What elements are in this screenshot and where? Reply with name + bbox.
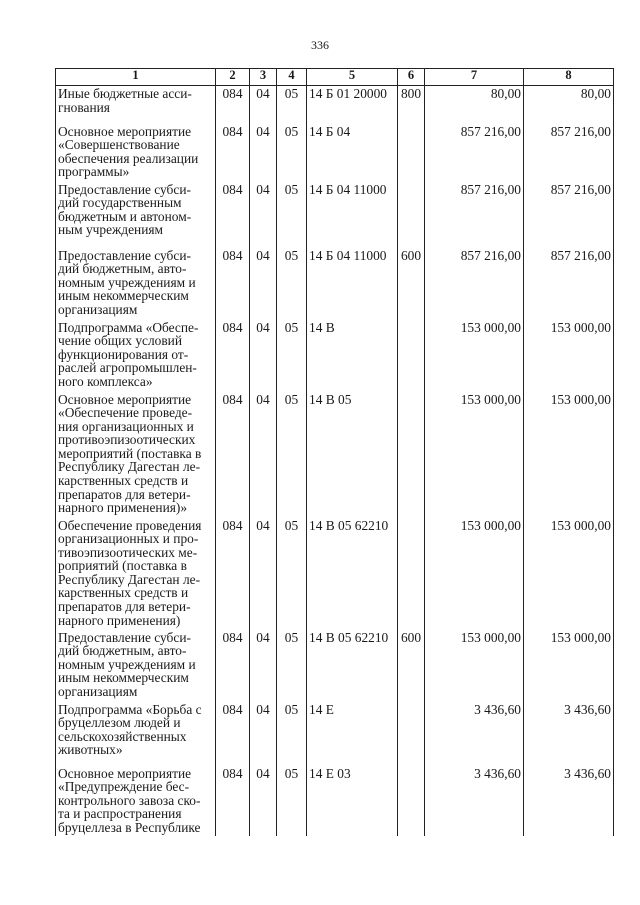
row-name-cell xyxy=(56,766,216,836)
row-name-line: Подпрограмма «Обеспе- xyxy=(58,319,199,335)
amount-cell: 80,00 xyxy=(425,86,524,124)
expense-type-cell xyxy=(398,766,425,836)
row-name-line: организациям xyxy=(58,683,138,699)
row-name-line: ного комплекса» xyxy=(58,373,153,389)
section-code-cell: 04 xyxy=(250,124,277,182)
column-header: 7 xyxy=(425,69,524,86)
amount-cell: 153 000,00 xyxy=(425,320,524,392)
row-name-line: Обеспечение проведения xyxy=(58,517,202,533)
row-name-cell xyxy=(56,630,216,702)
amount-cell: 153 000,00 xyxy=(524,320,614,392)
row-name-line: Республику Дагестан ле- xyxy=(58,571,201,587)
target-article-cell: 14 В 05 xyxy=(307,392,398,518)
amount-cell: 153 000,00 xyxy=(425,630,524,702)
ministry-code-cell: 084 xyxy=(216,392,250,518)
row-name-line: сельскохозяйственных xyxy=(58,728,187,744)
ministry-code-cell: 084 xyxy=(216,630,250,702)
row-name-line: дий бюджетным, авто- xyxy=(58,643,187,659)
target-article-cell: 14 Б 04 11000 xyxy=(307,248,398,320)
row-name-line: Республику Дагестан ле- xyxy=(58,459,201,475)
row-name-line: чение общих условий xyxy=(58,333,183,349)
row-name-line: дий государственным xyxy=(58,195,182,211)
row-name-line: иным некоммерческим xyxy=(58,670,189,686)
row-name-line: «Обеспечение проведе- xyxy=(58,405,193,421)
subsection-code-cell: 05 xyxy=(277,702,307,766)
row-name-cell xyxy=(56,248,216,320)
subsection-code-cell: 05 xyxy=(277,630,307,702)
row-name-line: Основное мероприятие xyxy=(58,123,192,139)
table-row xyxy=(56,766,614,836)
ministry-code-cell: 084 xyxy=(216,124,250,182)
row-name-line: Предоставление субси- xyxy=(58,181,191,197)
target-article-cell: 14 Е 03 xyxy=(307,766,398,836)
amount-cell: 3 436,60 xyxy=(425,766,524,836)
row-name-line: Предоставление субси- xyxy=(58,629,191,645)
table-row xyxy=(56,392,614,518)
table-row xyxy=(56,320,614,392)
subsection-code-cell: 05 xyxy=(277,248,307,320)
subsection-code-cell: 05 xyxy=(277,86,307,124)
section-code-cell: 04 xyxy=(250,248,277,320)
row-name-line: Основное мероприятие xyxy=(58,391,192,407)
expense-type-cell: 600 xyxy=(398,248,425,320)
ministry-code-cell: 084 xyxy=(216,248,250,320)
section-code-cell: 04 xyxy=(250,702,277,766)
row-name-line: «Совершенствование xyxy=(58,137,180,153)
target-article-cell: 14 Б 04 xyxy=(307,124,398,182)
expense-type-cell xyxy=(398,182,425,248)
row-name-line: карственных средств и xyxy=(58,585,189,601)
amount-cell: 3 436,60 xyxy=(524,766,614,836)
table-row xyxy=(56,182,614,248)
table-row xyxy=(56,86,614,124)
amount-cell: 153 000,00 xyxy=(524,630,614,702)
expense-type-cell xyxy=(398,392,425,518)
row-name-line: номным учреждениям и xyxy=(58,274,196,290)
ministry-code-cell: 084 xyxy=(216,518,250,630)
row-name-line: контрольного завоза ско- xyxy=(58,792,201,808)
table-row xyxy=(56,124,614,182)
ministry-code-cell: 084 xyxy=(216,182,250,248)
column-header: 1 xyxy=(56,69,216,86)
amount-cell: 857 216,00 xyxy=(425,182,524,248)
row-name-line: ния организационных и xyxy=(58,418,194,434)
row-name-line: функционирования от- xyxy=(58,346,189,362)
amount-cell: 857 216,00 xyxy=(524,182,614,248)
table-header-row xyxy=(56,69,614,86)
target-article-cell: 14 В xyxy=(307,320,398,392)
target-article-cell: 14 В 05 62210 xyxy=(307,518,398,630)
row-name-line: мероприятий (поставка в xyxy=(58,445,202,461)
amount-cell: 153 000,00 xyxy=(425,392,524,518)
ministry-code-cell: 084 xyxy=(216,702,250,766)
section-code-cell: 04 xyxy=(250,320,277,392)
row-name-line: номным учреждениям и xyxy=(58,656,196,672)
row-name-line: роприятий (поставка в xyxy=(58,558,187,574)
subsection-code-cell: 05 xyxy=(277,518,307,630)
row-name-line: противоэпизоотических xyxy=(58,432,196,448)
table-row xyxy=(56,630,614,702)
row-name-cell xyxy=(56,182,216,248)
row-name-cell xyxy=(56,320,216,392)
column-header: 5 xyxy=(307,69,398,86)
row-name-line: Предоставление субси- xyxy=(58,247,191,263)
column-header: 4 xyxy=(277,69,307,86)
section-code-cell: 04 xyxy=(250,630,277,702)
expense-type-cell xyxy=(398,702,425,766)
column-header: 6 xyxy=(398,69,425,86)
row-name-line: Иные бюджетные асси- xyxy=(58,86,192,101)
ministry-code-cell: 084 xyxy=(216,86,250,124)
row-name-line: раслей агропромышлен- xyxy=(58,360,197,376)
subsection-code-cell: 05 xyxy=(277,320,307,392)
amount-cell: 3 436,60 xyxy=(524,702,614,766)
ministry-code-cell: 084 xyxy=(216,320,250,392)
amount-cell: 153 000,00 xyxy=(524,392,614,518)
row-name-line: иным некоммерческим xyxy=(58,288,189,304)
table-row xyxy=(56,518,614,630)
column-header: 3 xyxy=(250,69,277,86)
expense-type-cell xyxy=(398,320,425,392)
row-name-line: животных» xyxy=(58,742,123,758)
expense-type-cell: 600 xyxy=(398,630,425,702)
amount-cell: 153 000,00 xyxy=(425,518,524,630)
expense-type-cell: 800 xyxy=(398,86,425,124)
row-name-line: бруцеллезом людей и xyxy=(58,715,181,731)
target-article-cell: 14 Б 04 11000 xyxy=(307,182,398,248)
row-name-line: Основное мероприятие xyxy=(58,765,192,781)
subsection-code-cell: 05 xyxy=(277,182,307,248)
amount-cell: 857 216,00 xyxy=(524,248,614,320)
section-code-cell: 04 xyxy=(250,518,277,630)
amount-cell: 857 216,00 xyxy=(425,248,524,320)
subsection-code-cell: 05 xyxy=(277,392,307,518)
expense-type-cell xyxy=(398,124,425,182)
amount-cell: 857 216,00 xyxy=(425,124,524,182)
section-code-cell: 04 xyxy=(250,392,277,518)
amount-cell: 153 000,00 xyxy=(524,518,614,630)
row-name-line: препаратов для ветери- xyxy=(58,599,191,615)
row-name-line: организационных и про- xyxy=(58,531,199,547)
row-name-cell xyxy=(56,702,216,766)
table-body xyxy=(56,86,614,836)
row-name-line: нарного применения)» xyxy=(58,500,188,516)
section-code-cell: 04 xyxy=(250,86,277,124)
row-name-cell xyxy=(56,518,216,630)
target-article-cell: 14 Б 01 20000 xyxy=(307,86,398,124)
row-name-cell xyxy=(56,124,216,182)
column-header: 2 xyxy=(216,69,250,86)
row-name-line: препаратов для ветери- xyxy=(58,486,191,502)
expense-type-cell xyxy=(398,518,425,630)
row-name-line: бюджетным и автоном- xyxy=(58,208,192,224)
row-name-line: организациям xyxy=(58,301,138,317)
row-name-line: дий бюджетным, авто- xyxy=(58,261,187,277)
ministry-code-cell: 084 xyxy=(216,766,250,836)
amount-cell: 80,00 xyxy=(524,86,614,124)
page-number: 336 xyxy=(311,38,329,52)
amount-cell: 857 216,00 xyxy=(524,124,614,182)
row-name-line: программы» xyxy=(58,164,130,180)
row-name-line: ным учреждениям xyxy=(58,222,164,238)
column-header: 8 xyxy=(524,69,614,86)
row-name-line: «Предупреждение бес- xyxy=(58,779,190,795)
row-name-line: карственных средств и xyxy=(58,473,189,489)
subsection-code-cell: 05 xyxy=(277,124,307,182)
section-code-cell: 04 xyxy=(250,766,277,836)
target-article-cell: 14 Е xyxy=(307,702,398,766)
section-code-cell: 04 xyxy=(250,182,277,248)
row-name-line: бруцеллеза в Республике xyxy=(58,819,201,835)
budget-table xyxy=(55,68,614,836)
row-name-line: гнования xyxy=(58,99,110,115)
table-row xyxy=(56,702,614,766)
row-name-line: нарного применения) xyxy=(58,612,181,628)
table-row xyxy=(56,248,614,320)
row-name-line: Подпрограмма «Борьба с xyxy=(58,701,202,717)
row-name-line: та и распространения xyxy=(58,806,182,822)
row-name-cell xyxy=(56,392,216,518)
row-name-line: тивоэпизоотических ме- xyxy=(58,544,198,560)
amount-cell: 3 436,60 xyxy=(425,702,524,766)
subsection-code-cell: 05 xyxy=(277,766,307,836)
row-name-cell xyxy=(56,86,216,124)
row-name-line: обеспечения реализации xyxy=(58,150,199,166)
target-article-cell: 14 В 05 62210 xyxy=(307,630,398,702)
